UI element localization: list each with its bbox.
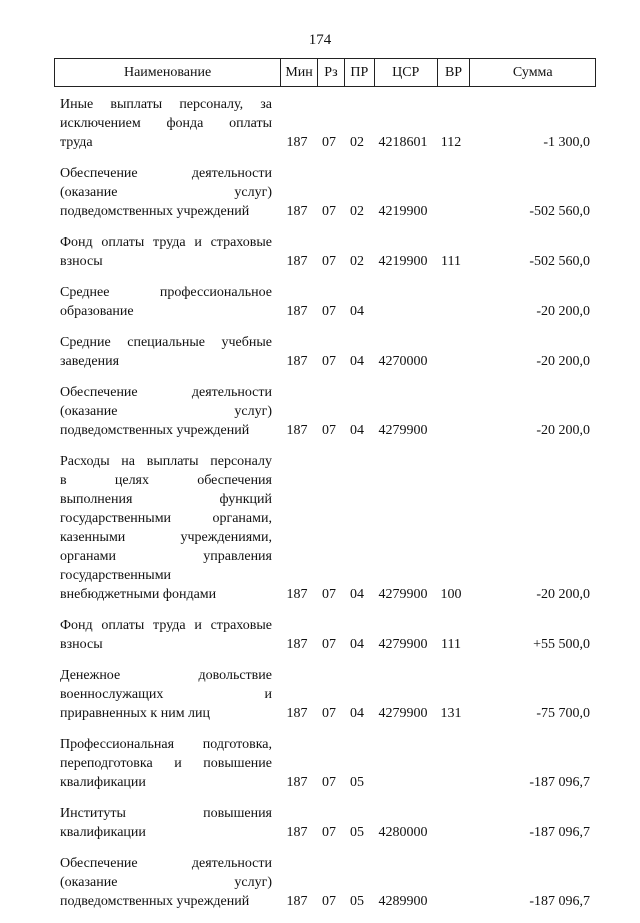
row-sum: -502 560,0	[529, 254, 590, 269]
table-row	[60, 283, 590, 321]
row-name-line: подведомственных учреждений	[60, 423, 250, 438]
row-vr: 131	[440, 706, 462, 721]
row-name-line: (оказание услуг)	[60, 185, 272, 200]
row-sum: -20 200,0	[536, 304, 590, 319]
row-name-line: органами управления	[60, 549, 272, 564]
table-header	[54, 58, 596, 87]
row-vr: 111	[441, 254, 461, 269]
row-name-line: Фонд оплаты труда и страховые	[60, 618, 272, 633]
row-pr: 04	[350, 637, 364, 652]
row-name-line: взносы	[60, 637, 103, 652]
row-name-line: внебюджетными фондами	[60, 587, 217, 602]
row-name-line: Профессиональная подготовка,	[60, 737, 272, 752]
row-rz: 07	[322, 423, 336, 438]
header-pr: ПР	[345, 59, 375, 86]
row-sum: -1 300,0	[543, 135, 590, 150]
row-rz: 07	[322, 587, 336, 602]
row-pr: 04	[350, 423, 364, 438]
row-name-line: в целях обеспечения	[60, 473, 272, 488]
row-name-line: Обеспечение деятельности	[60, 166, 272, 181]
table-row	[60, 95, 590, 152]
row-pr: 02	[350, 254, 364, 269]
table-row	[60, 804, 590, 842]
row-csr: 4219900	[378, 254, 428, 269]
header-rz: Рз	[318, 59, 345, 86]
row-rz: 07	[322, 354, 336, 369]
table-row	[60, 735, 590, 792]
row-name-line: казенными учреждениями,	[60, 530, 272, 545]
table-row	[60, 333, 590, 371]
row-min: 187	[286, 637, 308, 652]
row-rz: 07	[322, 825, 336, 840]
table-body	[60, 95, 590, 923]
table-row	[60, 233, 590, 271]
row-min: 187	[286, 254, 308, 269]
row-csr: 4289900	[378, 894, 428, 909]
row-name	[60, 854, 272, 911]
row-csr: 4280000	[378, 825, 428, 840]
row-vr: 100	[440, 587, 462, 602]
row-name-line: Средние специальные учебные	[60, 335, 272, 350]
row-name-line: образование	[60, 304, 134, 319]
row-min: 187	[286, 304, 308, 319]
row-min: 187	[286, 354, 308, 369]
row-min: 187	[286, 706, 308, 721]
row-pr: 04	[350, 354, 364, 369]
row-sum: -20 200,0	[536, 587, 590, 602]
row-name-line: государственными органами,	[60, 511, 272, 526]
row-sum: -20 200,0	[536, 354, 590, 369]
row-name-line: государственными	[60, 568, 172, 583]
row-name-line: труда	[60, 135, 93, 150]
row-csr: 4279900	[378, 706, 428, 721]
row-name	[60, 666, 272, 723]
row-name	[60, 804, 272, 842]
row-sum: -187 096,7	[529, 894, 590, 909]
row-name-line: Расходы на выплаты персоналу	[60, 454, 272, 469]
row-name-line: Фонд оплаты труда и страховые	[60, 235, 272, 250]
table-row	[60, 164, 590, 221]
row-name-line: исключением фонда оплаты	[60, 116, 272, 131]
row-name	[60, 95, 272, 152]
row-pr: 05	[350, 894, 364, 909]
row-name-line: выполнения функций	[60, 492, 272, 507]
row-csr: 4279900	[378, 637, 428, 652]
row-rz: 07	[322, 637, 336, 652]
row-sum: +55 500,0	[533, 637, 590, 652]
row-name	[60, 383, 272, 440]
table-row	[60, 383, 590, 440]
row-name-line: Институты повышения	[60, 806, 272, 821]
row-name-line: квалификации	[60, 775, 146, 790]
row-rz: 07	[322, 135, 336, 150]
row-name-line: (оказание услуг)	[60, 875, 272, 890]
table-row	[60, 616, 590, 654]
row-name-line: (оказание услуг)	[60, 404, 272, 419]
row-rz: 07	[322, 706, 336, 721]
row-vr: 111	[441, 637, 461, 652]
row-name	[60, 452, 272, 604]
page-number: 174	[308, 32, 332, 48]
row-sum: -502 560,0	[529, 204, 590, 219]
row-pr: 05	[350, 825, 364, 840]
row-pr: 04	[350, 587, 364, 602]
header-name: Наименование	[55, 59, 281, 86]
row-name-line: Обеспечение деятельности	[60, 385, 272, 400]
row-csr: 4279900	[378, 423, 428, 438]
row-min: 187	[286, 587, 308, 602]
row-pr: 02	[350, 204, 364, 219]
table-row	[60, 666, 590, 723]
row-csr: 4279900	[378, 587, 428, 602]
row-name-line: Обеспечение деятельности	[60, 856, 272, 871]
row-name	[60, 164, 272, 221]
row-rz: 07	[322, 894, 336, 909]
row-name	[60, 333, 272, 371]
row-min: 187	[286, 894, 308, 909]
row-name-line: Иные выплаты персоналу, за	[60, 97, 272, 112]
header-min: Мин	[281, 59, 318, 86]
row-csr: 4270000	[378, 354, 428, 369]
row-sum: -20 200,0	[536, 423, 590, 438]
table-row	[60, 854, 590, 911]
row-rz: 07	[322, 254, 336, 269]
row-name	[60, 735, 272, 792]
row-name-line: Среднее профессиональное	[60, 285, 272, 300]
row-rz: 07	[322, 775, 336, 790]
row-name-line: переподготовка и повышение	[60, 756, 272, 771]
row-pr: 04	[350, 706, 364, 721]
row-pr: 04	[350, 304, 364, 319]
row-min: 187	[286, 204, 308, 219]
header-vr: ВР	[438, 59, 471, 86]
row-vr: 112	[440, 135, 462, 150]
row-min: 187	[286, 423, 308, 438]
row-csr: 4218601	[378, 135, 428, 150]
header-csr: ЦСР	[375, 59, 438, 86]
row-rz: 07	[322, 204, 336, 219]
row-name-line: приравненных к ним лиц	[60, 706, 211, 721]
row-min: 187	[286, 825, 308, 840]
row-sum: -75 700,0	[536, 706, 590, 721]
row-min: 187	[286, 135, 308, 150]
row-sum: -187 096,7	[529, 775, 590, 790]
row-name-line: подведомственных учреждений	[60, 894, 250, 909]
row-name-line: Денежное довольствие	[60, 668, 272, 683]
row-name-line: подведомственных учреждений	[60, 204, 250, 219]
row-name	[60, 616, 272, 654]
row-rz: 07	[322, 304, 336, 319]
row-sum: -187 096,7	[529, 825, 590, 840]
row-name-line: квалификации	[60, 825, 146, 840]
row-name-line: заведения	[60, 354, 120, 369]
table-row	[60, 452, 590, 604]
row-name-line: военнослужащих и	[60, 687, 272, 702]
row-name	[60, 233, 272, 271]
header-sum: Сумма	[512, 64, 553, 80]
row-pr: 05	[350, 775, 364, 790]
row-csr: 4219900	[378, 204, 428, 219]
row-name-line: взносы	[60, 254, 103, 269]
row-name	[60, 283, 272, 321]
row-pr: 02	[350, 135, 364, 150]
row-min: 187	[286, 775, 308, 790]
